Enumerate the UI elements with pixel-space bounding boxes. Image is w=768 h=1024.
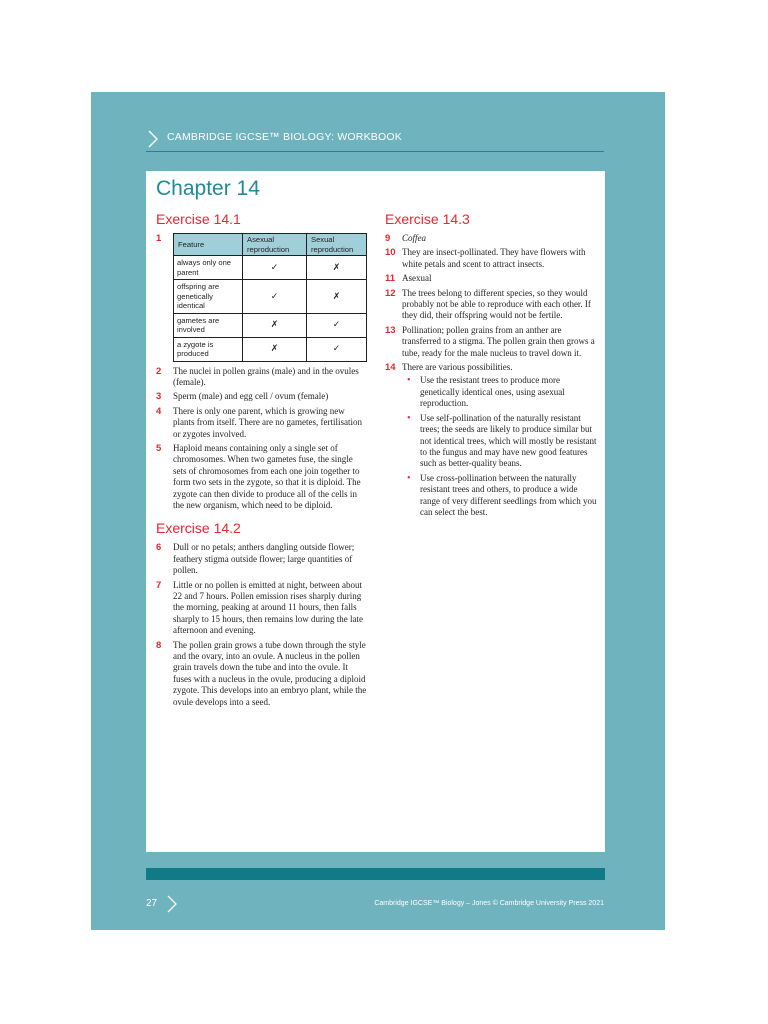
answer-5 (156, 443, 368, 511)
table-row (174, 280, 367, 314)
question-number: 14 (385, 362, 396, 374)
exercise-heading-14-1: Exercise 14.1 (156, 211, 241, 227)
copyright-footer: Cambridge IGCSE™ Biology – Jones © Cambridge University Press 2021 (374, 900, 604, 907)
answer-text: There is only one parent, which is growing new plants from itself. There are no gametes, fertilisation or zygotes involved. (173, 405, 363, 439)
answer-6 (156, 542, 368, 576)
chevron-right-icon (166, 895, 178, 913)
answer-text: Sperm (male) and egg cell / ovum (female) (173, 391, 329, 402)
table-cell-mark: ✓ (243, 256, 307, 280)
table-cell-mark: ✗ (243, 313, 307, 337)
answer-8 (156, 640, 368, 708)
table-cell-mark: ✓ (307, 313, 367, 337)
answer-text: There are various possibilities. (402, 362, 513, 373)
answer-9 (385, 233, 597, 244)
answer-2 (156, 366, 368, 389)
exercise-heading-14-2: Exercise 14.2 (156, 520, 241, 537)
table-cell-feature: always only one parent (174, 256, 243, 280)
left-column (156, 211, 368, 711)
answer-text: Asexual (402, 273, 432, 284)
table-cell-mark: ✓ (307, 337, 367, 361)
question-number: 3 (156, 391, 162, 403)
table-cell-feature: gametes are involved (174, 313, 243, 337)
question-number: 9 (385, 233, 391, 244)
book-header-title: CAMBRIDGE IGCSE™ BIOLOGY: WORKBOOK (167, 131, 402, 143)
chapter-title: Chapter 14 (156, 177, 260, 200)
question-number: 8 (156, 639, 162, 651)
possibilities-list (402, 375, 597, 518)
answer-text: They are insect-pollinated. They have flowers with white petals and scent to attract insects. (402, 247, 586, 269)
table-cell-mark: ✓ (243, 280, 307, 314)
question-number: 4 (156, 405, 162, 417)
footer-bar (146, 868, 605, 880)
question-number: 6 (156, 542, 162, 554)
answer-text: The trees belong to different species, so they would probably not be able to reproduce with each other. If they did, their offspring would not be fertile. (402, 287, 591, 321)
table-header: Asexual reproduction (243, 234, 307, 256)
table-cell-mark: ✗ (307, 280, 367, 314)
table-row (174, 337, 367, 361)
answer-7 (156, 580, 368, 637)
answer-10 (385, 247, 597, 270)
list-item: • Use self-pollination of the naturally resistant trees; the seeds are likely to produce similar but not identical trees, which will mostly be resistant to the fungus and may have new good features such as better-quality beans. (402, 413, 597, 470)
chevron-right-icon (146, 130, 160, 148)
exercise-heading-14-3: Exercise 14.3 (385, 211, 470, 227)
answer-12 (385, 288, 597, 322)
table-header: Feature (174, 234, 243, 256)
question-number: 2 (156, 365, 162, 377)
question-number: 7 (156, 579, 162, 591)
right-column (385, 211, 597, 521)
list-item: • Use cross-pollination between the naturally resistant trees and others, to produce a wide range of very different seedlings from which you can select the best. (402, 473, 597, 519)
table-header: Sexual reproduction (307, 234, 367, 256)
table-cell-mark: ✗ (307, 256, 367, 280)
table-cell-feature: a zygote is produced (174, 337, 243, 361)
table-row (174, 313, 367, 337)
question-number: 12 (385, 287, 396, 299)
question-number: 10 (385, 247, 396, 259)
answer-text: Dull or no petals; anthers dangling outside flower; feathery stigma outside flower; large quantities of pollen. (173, 542, 355, 576)
answer-11 (385, 273, 597, 284)
answer-text: Little or no pollen is emitted at night, between about 22 and 7 hours. Pollen emission rises sharply during the morning, peaking at around 11 hours, then falls sharply to 15 hours, then remains low during the late afternoon and evening. (173, 579, 363, 636)
list-item: • Use the resistant trees to produce more genetically identical ones, using asexual reproduction. (402, 375, 597, 409)
question-number: 13 (385, 324, 396, 336)
question-number: 11 (385, 273, 396, 285)
answer-text: The pollen grain grows a tube down through the style and the ovary, into an ovule. A nucleus in the pollen grain travels down the tube and into the ovule. It fuses with a nucleus in the ovule, producing a diploid zygote. This develops into an embryo plant, while the ovule develops into a seed. (173, 639, 367, 707)
answer-3 (156, 391, 368, 402)
answer-4 (156, 406, 368, 440)
answer-text: Pollination; pollen grains from an anther are transferred to a stigma. The pollen grain then grows a tube, ready for the male nucleus to travel down it. (402, 324, 595, 358)
answer-text: Coffea (402, 233, 426, 243)
question-number: 5 (156, 442, 162, 454)
table-cell-mark: ✗ (243, 337, 307, 361)
table-cell-feature: offspring are genetically identical (174, 280, 243, 314)
table-header-row (174, 234, 367, 256)
header-divider (146, 151, 604, 152)
question-number: 1 (156, 233, 162, 244)
page-number: 27 (146, 898, 158, 909)
answer-text: Haploid means containing only a single set of chromosomes. When two gametes fuse, the single sets of chromosomes from each one join together to form two sets in the zygote, so that it is diploid. The zygote can then divide to produce all of the cells in the new organism, which need to be diploid. (173, 442, 361, 510)
answer-13 (385, 325, 597, 359)
table-row (174, 256, 367, 280)
answer-14 (385, 362, 597, 518)
answer-1 (156, 233, 368, 362)
reproduction-comparison-table (173, 233, 367, 362)
answer-text: The nuclei in pollen grains (male) and in the ovules (female). (173, 365, 359, 387)
